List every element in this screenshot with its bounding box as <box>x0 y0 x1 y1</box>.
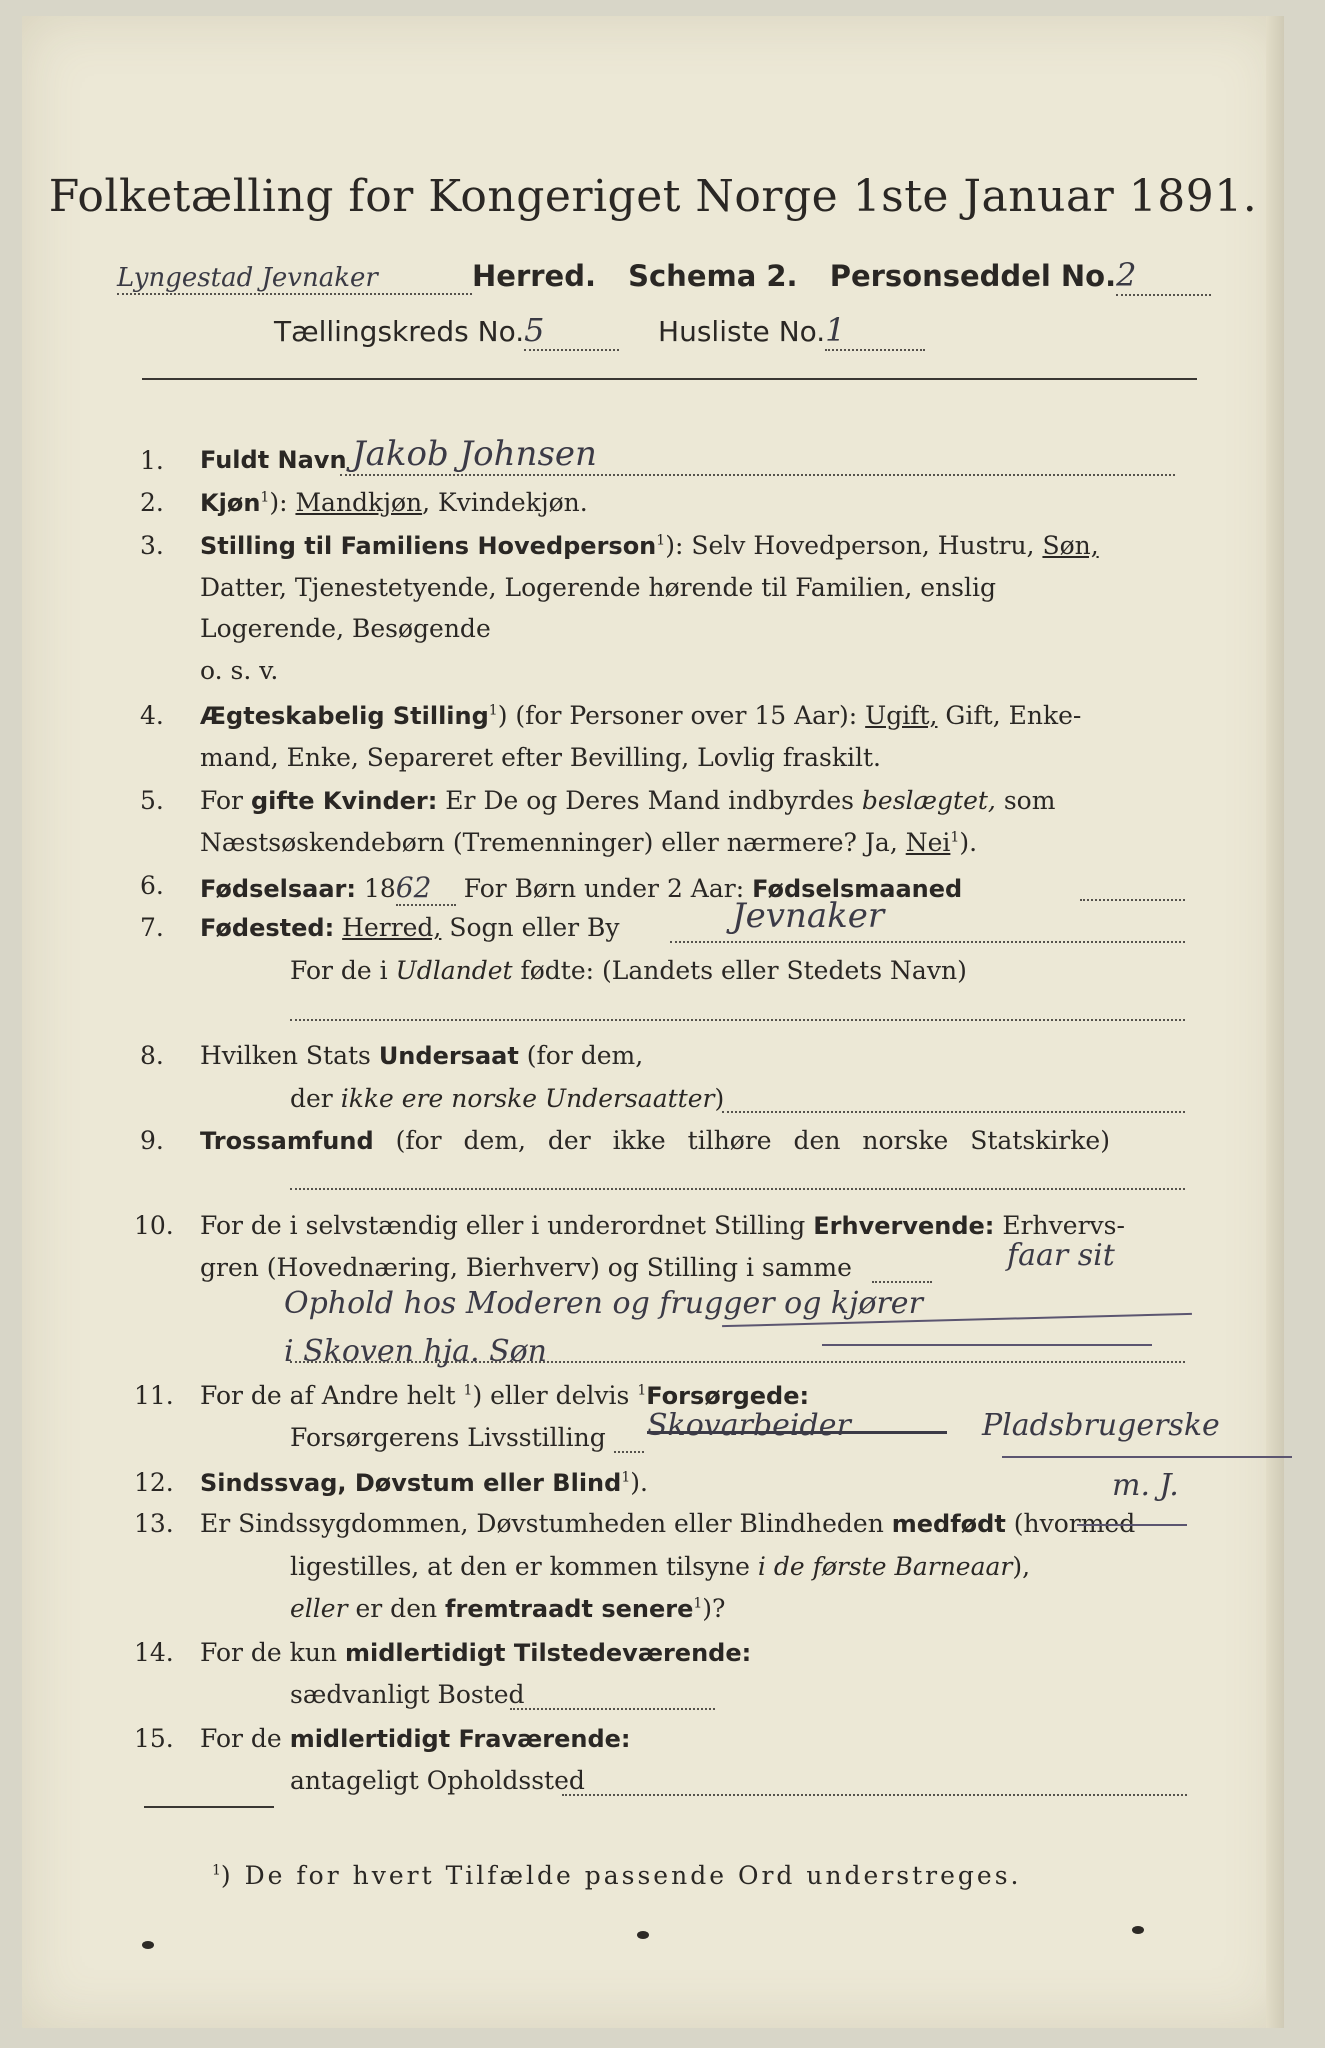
item-number: 4. <box>140 701 164 730</box>
form-title: Folketælling for Kongeriget Norge 1ste Januar 1891. <box>48 171 1258 222</box>
personseddel-label: Personseddel No. <box>829 259 1117 293</box>
medfodt-italic: i de første Barneaar <box>757 1552 1013 1581</box>
item-number: 5. <box>140 786 164 815</box>
fremtraadt-label: fremtraadt senere <box>445 1595 694 1623</box>
bosted-text: sædvanligt Bosted <box>290 1680 525 1709</box>
herred-line <box>117 256 1211 296</box>
undersaat-label: Undersaat <box>378 1042 519 1070</box>
fodselsaar-label: Fødselsaar: <box>200 875 356 903</box>
undersaat-text: der <box>290 1084 341 1113</box>
stilling-label: Stilling til Familiens Hovedperson <box>200 532 657 560</box>
husliste-label: Husliste No. <box>658 315 826 348</box>
item-number: 7. <box>140 913 164 942</box>
gifte-option-nei: Nei <box>905 828 951 857</box>
fodselsaar-prefix: 18 <box>356 874 396 903</box>
fodselsmaaned-fill <box>1080 899 1185 901</box>
erhverv-text: Erhvervs- <box>994 1211 1125 1240</box>
udlandet-fill <box>290 1019 1185 1021</box>
forsorger-fill <box>614 1451 644 1453</box>
erhverv-answer-2: Ophold hos Moderen og frugger og kjører <box>284 1286 923 1321</box>
tilstede-text: For de kun <box>200 1638 345 1667</box>
stilling-text: o. s. v. <box>200 656 279 685</box>
medfodt-text: ligestilles, at den er kommen tilsyne <box>290 1552 758 1581</box>
undersaat-fill <box>722 1111 1185 1113</box>
fodselsaar-answer: 62 <box>396 871 456 906</box>
erhverv-answer-3: i Skoven hja. Søn <box>284 1334 547 1369</box>
item-number: 6. <box>140 871 164 900</box>
medfodt-text: (hvormed <box>1005 1509 1136 1538</box>
forsorger-text: Forsørgerens Livsstilling <box>290 1423 606 1452</box>
gifte-text: ). <box>959 828 978 857</box>
fodested-text: Sogn eller By <box>441 913 620 942</box>
gifte-text: Næstsøskendebørn (Tremenninger) eller nærmere? Ja, <box>200 828 906 857</box>
stilling-option-son: Søn, <box>1042 531 1099 560</box>
footnote-text: De for hvert Tilfælde passende Ord understreges. <box>244 1861 1022 1890</box>
ink-speck <box>637 1931 649 1939</box>
erhverv-text: For de i selvstændig eller i underordnet Stilling <box>200 1211 814 1240</box>
opholdssted-fill <box>562 1794 1187 1796</box>
forsorger-strike <box>647 1431 947 1434</box>
medfodt-text: ), <box>1012 1552 1031 1581</box>
item-number: 15. <box>134 1724 174 1753</box>
gifte-text: som <box>995 786 1056 815</box>
fodselsmaaned-label: Fødselsmaaned <box>752 875 963 903</box>
forsorget-text: For de af Andre helt <box>200 1381 464 1410</box>
item-number: 12. <box>134 1468 174 1497</box>
schema-label: Schema 2. <box>628 259 798 293</box>
medfodt-text: er den <box>347 1594 446 1623</box>
ink-speck <box>142 1941 154 1949</box>
undersaat-text: ) <box>714 1084 725 1113</box>
medfodt-strike <box>1077 1524 1187 1526</box>
fravaerende-text: For de <box>200 1724 290 1753</box>
item-number: 9. <box>140 1126 164 1155</box>
aegteskab-text: Gift, Enke- <box>937 701 1082 730</box>
erhverv-text: gren (Hovednæring, Bierhverv) og Stilling i samme <box>200 1253 852 1282</box>
opholdssted-text: antageligt Opholdssted <box>290 1766 585 1795</box>
kreds-line <box>274 311 925 351</box>
fodested-fill <box>670 941 1185 943</box>
gifte-text: Er De og Deres Mand indbyrdes <box>437 786 862 815</box>
fravaerende-label: midlertidigt Fraværende: <box>289 1725 631 1753</box>
fodested-label: Fødested: <box>200 914 335 942</box>
aegteskab-option-ugift: Ugift, <box>865 701 938 730</box>
kjon-label: Kjøn <box>200 489 261 517</box>
header-rule <box>142 378 1197 380</box>
erhverv-strike <box>822 1344 1152 1346</box>
kreds-value: 5 <box>524 311 619 351</box>
herred-label: Herred. <box>472 259 596 293</box>
forsorger-underline <box>1002 1456 1292 1458</box>
erhverv-fill <box>872 1281 932 1283</box>
stilling-text: Logerende, Besøgende <box>200 614 491 643</box>
medfodt-italic: eller <box>290 1594 348 1623</box>
forsorger-answer-2: m. J. <box>1112 1468 1179 1503</box>
medfodt-text: )? <box>702 1594 726 1623</box>
footnote-ref: 1 <box>260 489 270 506</box>
udlandet-word: Udlandet <box>395 956 513 985</box>
gifte-label: gifte Kvinder: <box>250 787 438 815</box>
fodselsaar-text: For Børn under 2 Aar: <box>455 874 753 903</box>
item-number: 2. <box>140 488 164 517</box>
aegteskab-text: ) (for Personer over 15 Aar): <box>497 701 866 730</box>
full-name-fill <box>340 474 1175 476</box>
tilstede-label: midlertidigt Tilstedeværende: <box>344 1639 752 1667</box>
trossamfund-text: (for dem, der ikke tilhøre den norske Statskirke) <box>373 1126 1110 1155</box>
item-number: 14. <box>134 1638 174 1667</box>
full-name-label: Fuldt Navn <box>200 446 347 474</box>
udlandet-text: For de i <box>290 956 396 985</box>
sindssvag-label: Sindssvag, Døvstum eller Blind <box>200 1469 622 1497</box>
footnote-rule <box>144 1806 274 1808</box>
item-number: 11. <box>134 1381 174 1410</box>
undersaat-italic: ikke ere norske Undersaatter <box>340 1084 715 1113</box>
kjon-option-kvindekjon: , Kvindekjøn. <box>422 488 588 517</box>
item-number: 8. <box>140 1041 164 1070</box>
kjon-text: ): <box>269 488 296 517</box>
item-number: 13. <box>134 1509 174 1538</box>
item-number: 10. <box>134 1211 174 1240</box>
aegteskab-text: mand, Enke, Separeret efter Bevilling, Lovlig fraskilt. <box>200 743 881 772</box>
kreds-label: Tællingskreds No. <box>274 315 525 348</box>
census-form-page: Folketælling for Kongeriget Norge 1ste Januar 1891. Lyngestad Jevnaker Herred. Schema 2. Personseddel No.2 Tællingskreds No.5 Husliste No.1 1. Fuldt Navn Jakob Johnsen 2. Kjøn$^1$): Mandkjøn, Kvindekjøn. 3. Stilling til Familiens Hovedperson$^1$): Selv Hovedperson, Hustru, Søn, Datter, Tjenestetyende, Logerende hørende til Familien, enslig Logerende, Besøgende o. s. v. 4. Ægteskabelig Stilling$^1$) (for Personer over 15 Aar): Ugift, Gift, Enke- mand, Enke, Separeret efter Bevilling, Lovlig fraskilt. 5. For gifte Kvinder: Er De og Deres Mand indbyrdes beslægtet, som Næstsøskendebørn (Tremenninger) eller nærmere? Ja, Nei$^1$). 6. Fødselsaar: 1862 For Børn under 2 Aar: Fødselsmaaned 7. Fødested: Herred, Sogn eller By Jevnaker For de i Udlandet fødte: (Landets eller Stedets Navn) 8. Hvilken Stats Undersaat (for dem, der ikke ere norske Undersaatter) 9. Trossamfund (for dem, der ikke tilhøre den norske Statskirke) 10. For de i selvstændig eller i underordnet Stilling Erhvervende: Erhvervs- gren (Hovednæring, Bierhverv) og Stilling i samme faar sit Ophold hos Moderen og frugger og kjører i Skoven hja. Søn 11. For de af Andre helt $^1$) eller delvis $^1$Forsørgede: Forsørgerens Livsstilling Skovarbeider Pladsbrugerske m. J. 12. Sindssvag, Døvstum eller Blind$^1$). 13. Er Sindssygdommen, Døvstumheden eller Blindheden medfødt (hvormed ligestilles, at den er kommen tilsyne i de første Barneaar), eller er den fremtraadt senere$^1$)? 14. For de kun midlertidigt Tilstedeværende: sædvanligt Bosted 15. For de midlertidigt Fraværende: antageligt Opholdssted $^1$) De for hvert Tilfælde passende Ord understreges. <box>22 16 1284 2028</box>
fodested-option-herred: Herred, <box>342 913 442 942</box>
gifte-beslaegtet: beslægtet, <box>861 786 996 815</box>
forsorger-struck-answer: Skovarbeider <box>647 1408 851 1443</box>
forsorger-answer: Pladsbrugerske <box>982 1408 1220 1443</box>
erhverv-answer-1: faar sit <box>1007 1238 1115 1273</box>
trossamfund-fill <box>290 1188 1185 1190</box>
full-name-answer: Jakob Johnsen <box>352 434 597 474</box>
stilling-text: Datter, Tjenestetyende, Logerende hørende til Familien, enslig <box>200 573 997 602</box>
undersaat-text: Hvilken Stats <box>200 1041 379 1070</box>
husliste-value: 1 <box>825 311 925 351</box>
trossamfund-label: Trossamfund <box>200 1127 374 1155</box>
undersaat-text: (for dem, <box>518 1041 644 1070</box>
fodested-answer: Jevnaker <box>732 896 885 936</box>
item-number: 1. <box>140 446 164 475</box>
stilling-text: ): Selv Hovedperson, Hustru, <box>665 531 1043 560</box>
kjon-option-mandkjon: Mandkjøn <box>295 488 423 517</box>
forsorget-text: ) eller delvis <box>472 1381 638 1410</box>
udlandet-text: fødte: (Landets eller Stedets Navn) <box>512 956 967 985</box>
medfodt-text: Er Sindssygdommen, Døvstumheden eller Blindheden <box>200 1509 892 1538</box>
aegteskab-label: Ægteskabelig Stilling <box>200 702 489 730</box>
bosted-fill <box>510 1708 715 1710</box>
footnote: $^1$) De for hvert Tilfælde passende Ord understreges. <box>212 1861 1022 1890</box>
gifte-text: For <box>200 786 251 815</box>
personseddel-value: 2 <box>1116 256 1211 296</box>
erhverv-label: Erhvervende: <box>813 1212 995 1240</box>
medfodt-label: medfødt <box>891 1510 1006 1538</box>
page-edge <box>1266 16 1284 2028</box>
forsorget-label: Forsørgede: <box>646 1382 810 1410</box>
item-number: 3. <box>140 531 164 560</box>
sindssvag-text: ). <box>630 1468 648 1497</box>
herred-handwritten: Lyngestad Jevnaker <box>117 263 472 295</box>
ink-speck <box>1132 1926 1144 1934</box>
erhverv-fill <box>290 1361 1185 1363</box>
